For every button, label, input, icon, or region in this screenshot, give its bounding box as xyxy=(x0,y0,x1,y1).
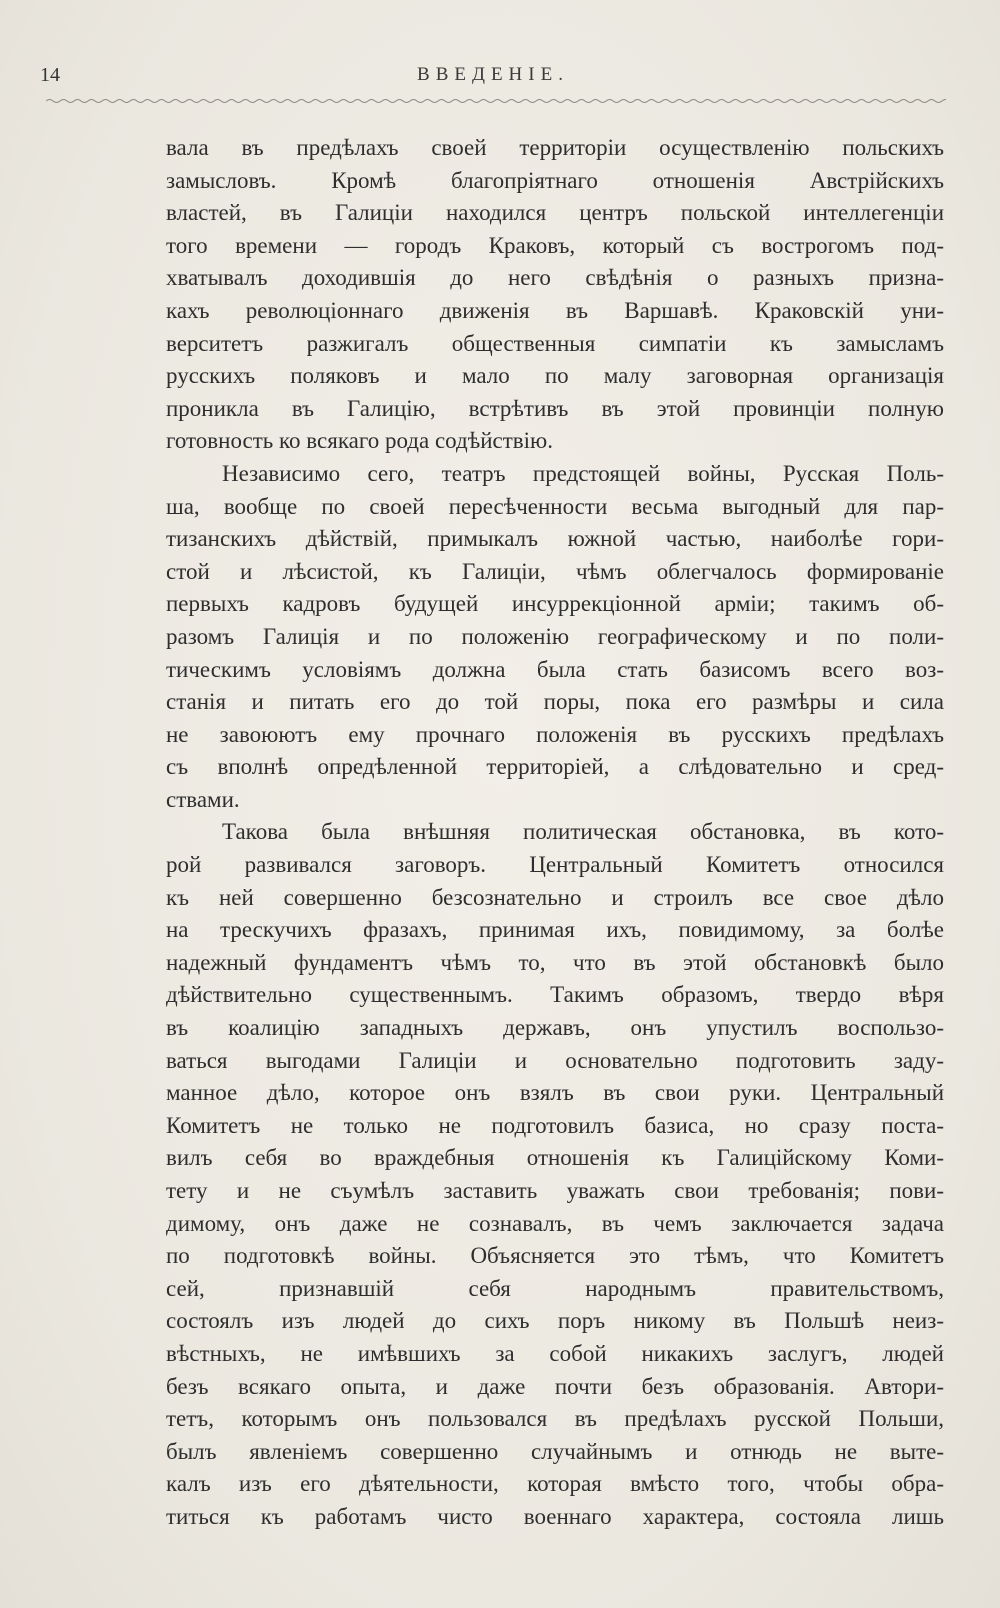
text-line: Комитетъ не только не подготовилъ базиса, но сразу поста- xyxy=(166,1112,944,1138)
text-line: вала въ предѣлахъ своей территоріи осуществленію польскихъ xyxy=(166,135,944,160)
body-text xyxy=(166,132,944,1534)
text-line: замысловъ. Кромѣ благопріятнаго отношенія Австрійскихъ xyxy=(166,167,944,193)
text-line: тетъ, которымъ онъ пользовался въ предѣлахъ русской Польши, xyxy=(166,1406,944,1432)
text-line: безъ всякаго опыта, и даже почти безъ образованія. Автори- xyxy=(166,1373,944,1399)
text-line: димому, онъ даже не сознавалъ, въ чемъ заключается задача xyxy=(166,1210,944,1236)
text-line: тету и не съумѣлъ заставить уважать свои требованія; пови- xyxy=(166,1178,944,1203)
text-line: стой и лѣсистой, къ Галиціи, чѣмъ облегчалось формированіе xyxy=(166,558,944,584)
text-line: властей, въ Галиціи находился центръ польской интеллегенціи xyxy=(166,200,944,226)
wavy-rule-ornament xyxy=(46,95,946,104)
text-line: разомъ Галиція и по положенію географическому и по поли- xyxy=(166,623,944,649)
text-line: на трескучихъ фразахъ, принимая ихъ, повидимому, за болѣе xyxy=(166,917,944,943)
page-number: 14 xyxy=(40,64,60,86)
text-line: первыхъ кадровъ будущей инсуррекціонной арміи; такимъ об- xyxy=(166,591,944,617)
text-line: готовность ко всякаго рода содѣйствію. xyxy=(166,428,553,454)
text-line: не завоюютъ ему прочнаго положенія въ русскихъ предѣлахъ xyxy=(166,721,944,747)
text-line: съ вполнѣ опредѣленной территоріей, а слѣдовательно и сред- xyxy=(166,754,944,780)
text-line: состоялъ изъ людей до сихъ поръ никому въ Польшѣ неиз- xyxy=(166,1308,944,1334)
text-line: русскихъ поляковъ и мало по малу заговорная организація xyxy=(166,363,944,389)
text-line: ваться выгодами Галиціи и основательно подготовить заду- xyxy=(166,1047,944,1073)
text-line: къ ней совершенно безсознательно и строилъ все свое дѣло xyxy=(166,884,944,910)
text-line: ша, вообще по своей пересѣченности весьма выгодный для пар- xyxy=(166,493,944,519)
text-line: надежный фундаментъ чѣмъ то, что въ этой обстановкѣ было xyxy=(166,949,944,975)
text-line: сей, признавшій себя народнымъ правительствомъ, xyxy=(166,1275,944,1301)
text-line: манное дѣло, которое онъ взялъ въ свои руки. Центральный xyxy=(166,1080,944,1106)
paragraph-first-line: Независимо сего, театръ предстоящей войны, Русская Поль- xyxy=(222,460,944,486)
text-line: вилъ себя во враждебныя отношенія къ Галиційскому Коми- xyxy=(166,1145,944,1171)
text-line: титься къ работамъ чисто военнаго характера, состояла лишь xyxy=(166,1503,944,1529)
text-line: того времени — городъ Краковъ, который съ вострогомъ под- xyxy=(166,232,944,258)
text-line: калъ изъ его дѣятельности, которая вмѣсто того, чтобы обра- xyxy=(166,1471,944,1497)
text-line: въ коалицію западныхъ державъ, онъ упустилъ воспользо- xyxy=(166,1015,944,1041)
text-line: ствами. xyxy=(166,786,240,812)
text-line: вѣстныхъ, не имѣвшихъ за собой никакихъ заслугъ, людей xyxy=(166,1340,944,1366)
text-line: тизанскихъ дѣйствій, примыкалъ южной частью, наиболѣе гори- xyxy=(166,526,944,552)
text-line: рой развивался заговоръ. Центральный Комитетъ относился xyxy=(166,852,944,878)
text-line: станія и питать его до той поры, пока его размѣры и сила xyxy=(166,689,944,715)
running-head: ВВЕДЕНІЕ. xyxy=(417,64,569,85)
header-wavy-rule xyxy=(46,92,946,104)
text-line: дѣйствительно существеннымъ. Такимъ образомъ, твердо вѣря xyxy=(166,982,944,1008)
text-line: хватывалъ доходившія до него свѣдѣнія о разныхъ призна- xyxy=(166,265,944,291)
paragraph-first-line: Такова была внѣшняя политическая обстановка, въ кото- xyxy=(222,819,944,845)
text-line: кахъ революціоннаго движенія въ Варшавѣ. Краковскій уни- xyxy=(166,297,944,323)
text-line: по подготовкѣ войны. Объясняется это тѣмъ, что Комитетъ xyxy=(166,1243,944,1269)
text-line: верситетъ разжигалъ общественныя симпатіи къ замысламъ xyxy=(166,330,944,356)
text-line: тическимъ условіямъ должна была стать базисомъ всего воз- xyxy=(166,656,944,682)
text-line: былъ явленіемъ совершенно случайнымъ и отнюдь не выте- xyxy=(166,1438,944,1464)
page-header xyxy=(38,62,948,92)
text-line: проникла въ Галицію, встрѣтивъ въ этой провинціи полную xyxy=(166,395,944,421)
